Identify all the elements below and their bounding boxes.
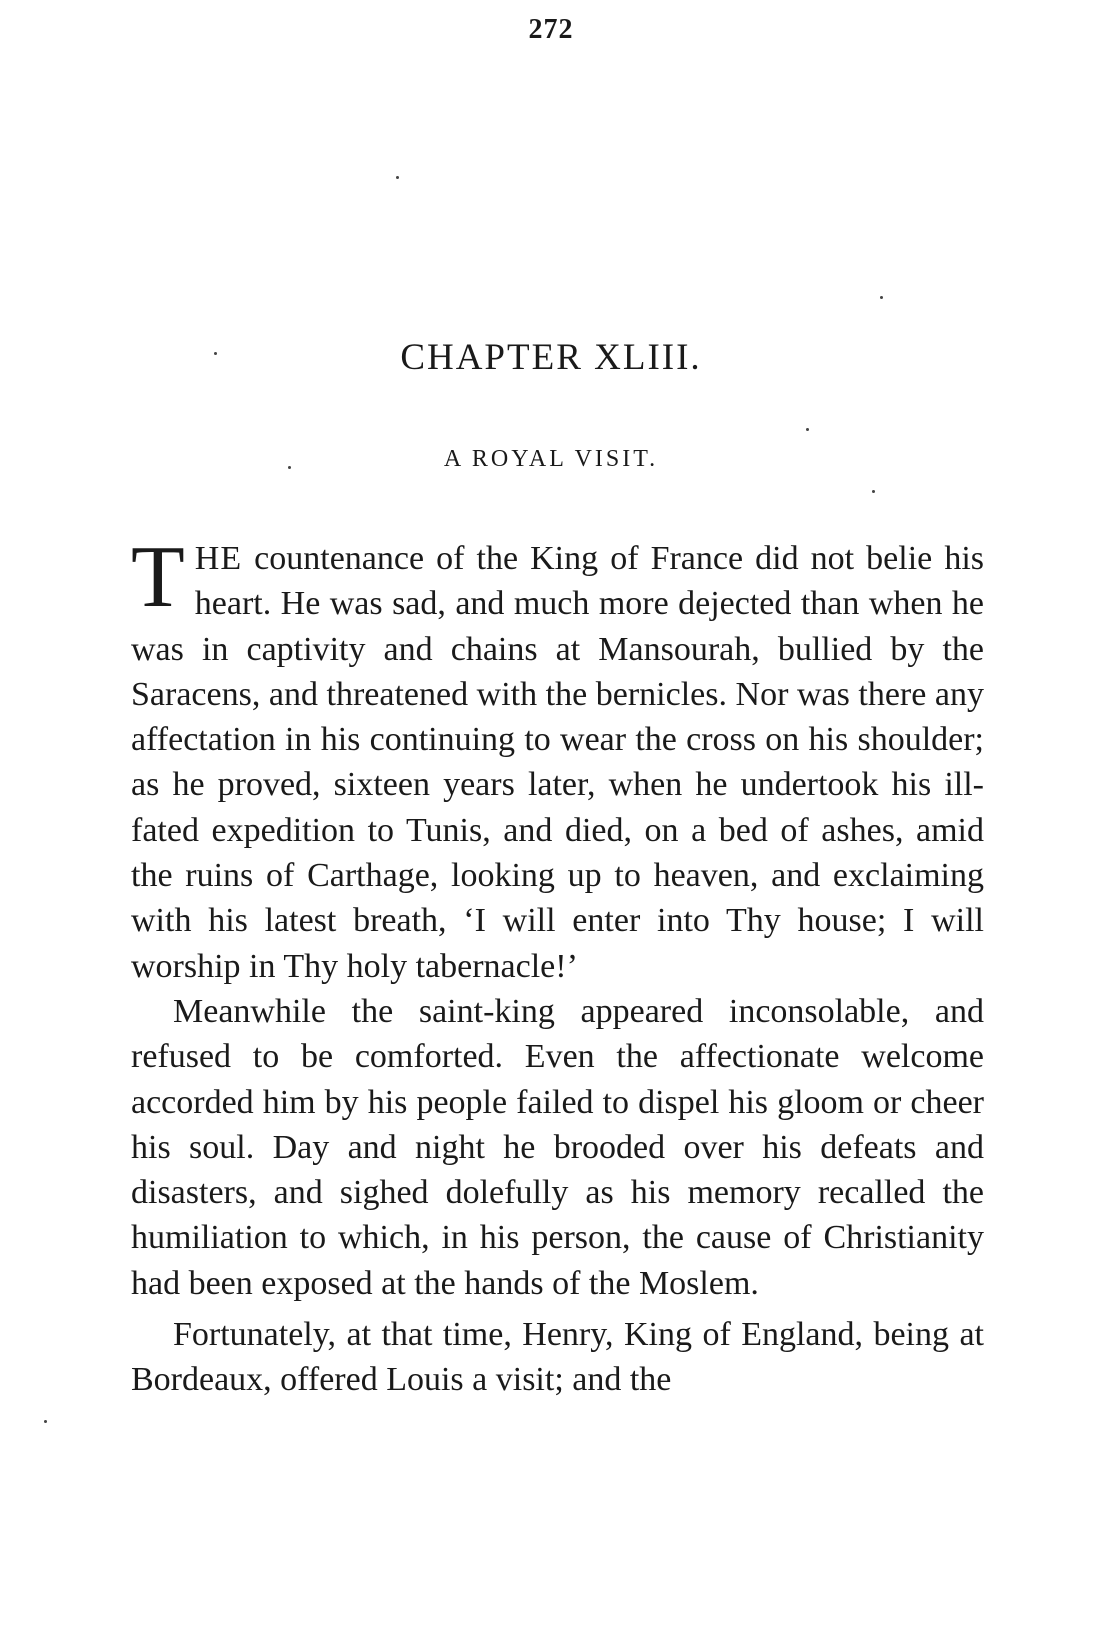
scan-speck — [44, 1420, 47, 1423]
chapter-title: CHAPTER XLIII. — [400, 337, 702, 378]
drop-cap: T — [131, 529, 185, 626]
scan-speck — [880, 296, 883, 299]
paragraph-1 — [131, 529, 984, 989]
lead-caps: HE — [194, 540, 243, 577]
body-text — [131, 529, 984, 1403]
scan-speck — [872, 490, 875, 493]
paragraph-1-text: countenance of the King of France did not belie his heart. He was sad, and much more dejected than when he was in captivity and chains at Mansourah, bullied by the Saracens, and threatened with the bernicles. Nor was there any affectation in his continuing to wear the cross on his shoulder; as he proved, sixteen years later, when he undertook his ill-fated expedition to Tunis, and died, on a bed of ashes, amid the ruins of Carthage, looking up to heaven, and exclaiming with his latest breath, ‘I will enter into Thy house; I will worship in Thy holy tabernacle!’ — [131, 540, 984, 985]
paragraph-2: Meanwhile the saint-king appeared inconsolable, and refused to be comforted. Even the affectionate welcome accorded him by his people failed to dispel his gloom or cheer his soul. Day and night he brooded over his defeats and disasters, and sighed dolefully as his memory recalled the humiliation to which, in his person, the cause of Christianity had been exposed at the hands of the Moslem. — [131, 992, 984, 1302]
scan-speck — [214, 352, 217, 355]
scan-speck — [396, 176, 399, 179]
chapter-subtitle: A ROYAL VISIT. — [443, 446, 659, 472]
scan-speck — [806, 428, 809, 431]
paragraph-3: Fortunately, at that time, Henry, King of England, being at Bordeaux, offered Louis a visit; and the — [131, 1316, 984, 1399]
scan-speck — [288, 466, 291, 469]
page-number: 272 — [528, 14, 574, 45]
